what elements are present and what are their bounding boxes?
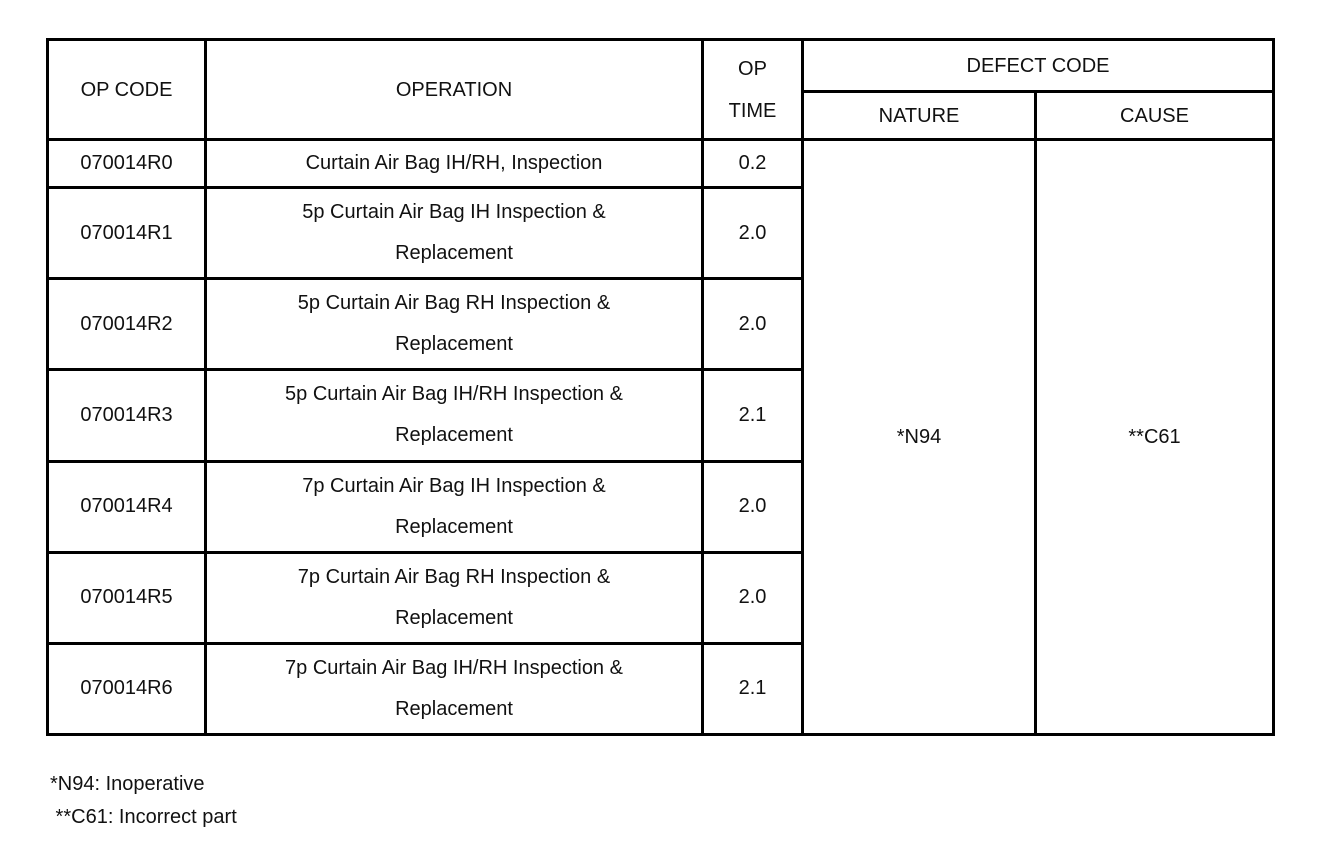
- cause-cell: **C61: [1036, 140, 1274, 735]
- op-code-cell: 070014R1: [48, 188, 206, 279]
- operation-cell: 5p Curtain Air Bag RH Inspection & Replacement: [206, 279, 703, 370]
- op-code-cell: 070014R6: [48, 643, 206, 734]
- header-op-time: [703, 40, 803, 140]
- operation-cell: 7p Curtain Air Bag IH Inspection & Replacement: [206, 461, 703, 552]
- header-operation: OPERATION: [206, 40, 703, 140]
- nature-cell: *N94: [803, 140, 1036, 735]
- op-time-cell: 2.0: [703, 279, 803, 370]
- op-time-cell: 2.0: [703, 188, 803, 279]
- footnotes: [50, 768, 237, 834]
- footnote-nature: *N94: Inoperative: [50, 773, 205, 795]
- footnote-cause: **C61: Incorrect part: [50, 806, 237, 828]
- operation-cell: 7p Curtain Air Bag RH Inspection & Replacement: [206, 552, 703, 643]
- op-time-cell: 2.1: [703, 370, 803, 461]
- op-code-cell: 070014R2: [48, 279, 206, 370]
- op-code-table: [46, 38, 1275, 736]
- op-code-cell: 070014R3: [48, 370, 206, 461]
- operation-cell: 5p Curtain Air Bag IH Inspection & Replacement: [206, 188, 703, 279]
- op-time-cell: 2.0: [703, 552, 803, 643]
- header-op-time-line2: TIME: [728, 99, 777, 122]
- op-code-cell: 070014R4: [48, 461, 206, 552]
- operation-cell: Curtain Air Bag IH/RH, Inspection: [206, 140, 703, 188]
- op-time-cell: 0.2: [703, 140, 803, 188]
- header-op-time-line1: OP: [738, 57, 767, 80]
- operation-cell: 5p Curtain Air Bag IH/RH Inspection & Replacement: [206, 370, 703, 461]
- header-op-code: OP CODE: [48, 40, 206, 140]
- op-time-cell: 2.1: [703, 643, 803, 734]
- table-row: [48, 140, 1274, 188]
- op-time-cell: 2.0: [703, 461, 803, 552]
- header-cause: CAUSE: [1036, 92, 1274, 140]
- op-code-cell: 070014R5: [48, 552, 206, 643]
- header-defect-code: DEFECT CODE: [803, 40, 1274, 92]
- op-code-cell: 070014R0: [48, 140, 206, 188]
- operation-cell: 7p Curtain Air Bag IH/RH Inspection & Replacement: [206, 643, 703, 734]
- header-nature: NATURE: [803, 92, 1036, 140]
